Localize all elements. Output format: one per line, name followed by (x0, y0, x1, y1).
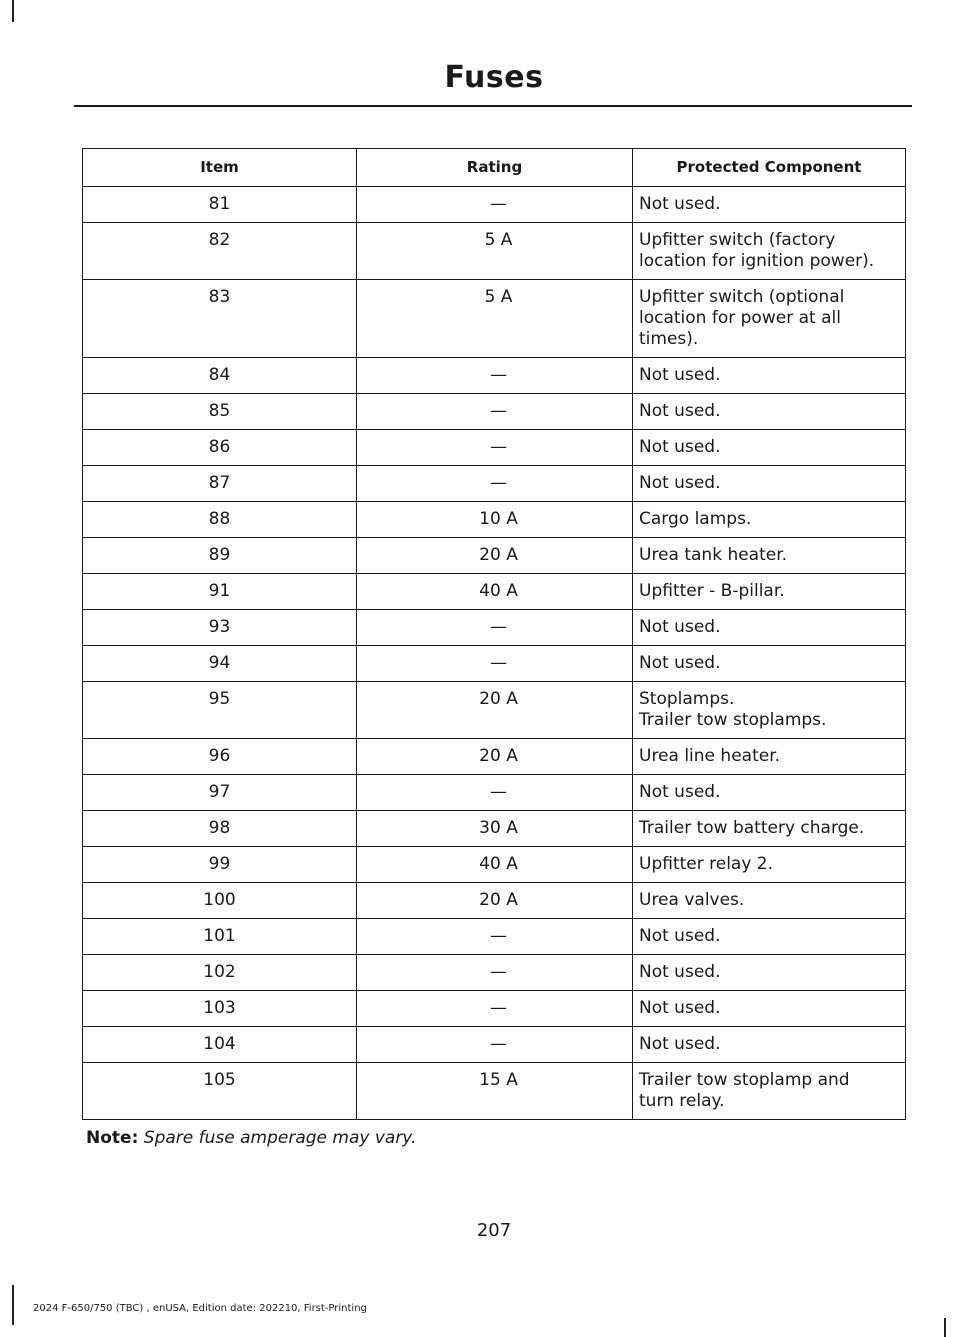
fuse-item-number: 82 (83, 223, 357, 280)
table-row (83, 358, 906, 394)
protected-component-line: Trailer tow stoplamps. (639, 710, 827, 730)
fuse-rating: 20 A (357, 883, 633, 919)
table-body (83, 187, 906, 1120)
note-text: Spare fuse amperage may vary. (143, 1128, 417, 1148)
fuse-rating: — (357, 775, 633, 811)
protected-component (633, 883, 906, 919)
table-row (83, 646, 906, 682)
fuse-item-number: 103 (83, 991, 357, 1027)
fuse-item-number: 102 (83, 955, 357, 991)
crop-mark-bottom-right (944, 1318, 946, 1337)
fuse-table (82, 148, 906, 1120)
protected-component (633, 610, 906, 646)
fuse-rating: 40 A (357, 847, 633, 883)
protected-component-line: location for ignition power). (639, 251, 875, 271)
protected-component-line: Trailer tow stoplamp and (639, 1070, 850, 1090)
table-row (83, 1063, 906, 1120)
protected-component-line: Upfitter relay 2. (639, 854, 774, 874)
table-row (83, 991, 906, 1027)
protected-component (633, 1063, 906, 1120)
fuse-rating: 10 A (357, 502, 633, 538)
crop-mark-bottom-left (12, 1285, 14, 1325)
fuse-rating: 15 A (357, 1063, 633, 1120)
protected-component-line: Upfitter switch (optional (639, 287, 845, 307)
fuse-item-number: 86 (83, 430, 357, 466)
fuse-rating: — (357, 358, 633, 394)
table-row (83, 466, 906, 502)
fuse-rating: — (357, 430, 633, 466)
fuse-item-number: 93 (83, 610, 357, 646)
table-row (83, 502, 906, 538)
protected-component-line: Not used. (639, 998, 721, 1018)
protected-component-line: Not used. (639, 782, 721, 802)
fuse-rating: 20 A (357, 682, 633, 739)
fuse-rating: 20 A (357, 739, 633, 775)
fuse-rating: — (357, 919, 633, 955)
protected-component (633, 955, 906, 991)
protected-component-line: Not used. (639, 653, 721, 673)
fuse-rating: — (357, 991, 633, 1027)
fuse-item-number: 91 (83, 574, 357, 610)
protected-component (633, 919, 906, 955)
protected-component-line: Trailer tow battery charge. (639, 818, 865, 838)
column-header-protected-component: Protected Component (633, 149, 906, 187)
protected-component (633, 502, 906, 538)
fuse-item-number: 94 (83, 646, 357, 682)
table-row (83, 394, 906, 430)
protected-component-line: Not used. (639, 617, 721, 637)
fuse-item-number: 81 (83, 187, 357, 223)
table-row (83, 538, 906, 574)
protected-component (633, 574, 906, 610)
protected-component-line: turn relay. (639, 1091, 725, 1111)
protected-component (633, 223, 906, 280)
protected-component-line: Urea valves. (639, 890, 745, 910)
table-row (83, 811, 906, 847)
protected-component (633, 646, 906, 682)
protected-component-line: Not used. (639, 365, 721, 385)
protected-component-line: Urea tank heater. (639, 545, 788, 565)
fuse-item-number: 87 (83, 466, 357, 502)
table-row (83, 1027, 906, 1063)
fuse-item-number: 88 (83, 502, 357, 538)
protected-component (633, 394, 906, 430)
crop-mark-top-left (12, 0, 14, 22)
fuse-rating: 40 A (357, 574, 633, 610)
page-title: Fuses (444, 60, 544, 95)
protected-component-line: Not used. (639, 437, 721, 457)
fuse-rating: — (357, 187, 633, 223)
protected-component-line: Not used. (639, 194, 721, 214)
fuse-rating: 30 A (357, 811, 633, 847)
column-header-item: Item (83, 149, 357, 187)
fuse-item-number: 100 (83, 883, 357, 919)
table-row (83, 883, 906, 919)
fuse-item-number: 105 (83, 1063, 357, 1120)
fuse-rating: 5 A (357, 280, 633, 358)
fuse-rating: 20 A (357, 538, 633, 574)
protected-component (633, 739, 906, 775)
fuse-item-number: 98 (83, 811, 357, 847)
protected-component-line: Not used. (639, 962, 721, 982)
table-row (83, 847, 906, 883)
column-header-rating: Rating (357, 149, 633, 187)
fuse-rating: — (357, 610, 633, 646)
footer-edition: 2024 F-650/750 (TBC) , enUSA, Edition date: 202210, First-Printing (33, 1303, 367, 1314)
table-row (83, 223, 906, 280)
table-row (83, 430, 906, 466)
protected-component (633, 847, 906, 883)
fuse-item-number: 97 (83, 775, 357, 811)
note (86, 1128, 416, 1148)
fuse-item-number: 104 (83, 1027, 357, 1063)
fuse-rating: — (357, 1027, 633, 1063)
fuse-item-number: 101 (83, 919, 357, 955)
protected-component-line: location for power at all (639, 308, 841, 328)
title-divider (74, 105, 912, 107)
protected-component (633, 682, 906, 739)
fuse-rating: 5 A (357, 223, 633, 280)
note-label: Note: (86, 1128, 139, 1148)
protected-component-line: Not used. (639, 1034, 721, 1054)
table-row (83, 775, 906, 811)
protected-component (633, 466, 906, 502)
protected-component (633, 811, 906, 847)
protected-component (633, 1027, 906, 1063)
protected-component-line: Cargo lamps. (639, 509, 752, 529)
fuse-item-number: 95 (83, 682, 357, 739)
table-row (83, 739, 906, 775)
protected-component (633, 358, 906, 394)
fuse-item-number: 85 (83, 394, 357, 430)
fuse-rating: — (357, 955, 633, 991)
fuse-rating: — (357, 466, 633, 502)
protected-component (633, 430, 906, 466)
protected-component (633, 187, 906, 223)
table-row (83, 610, 906, 646)
fuse-rating: — (357, 394, 633, 430)
protected-component-line: Stoplamps. (639, 689, 735, 709)
protected-component (633, 775, 906, 811)
table-row (83, 574, 906, 610)
table-header-row (83, 149, 906, 187)
protected-component-line: Urea line heater. (639, 746, 781, 766)
fuse-rating: — (357, 646, 633, 682)
protected-component-line: Upfitter switch (factory (639, 230, 836, 250)
table-row (83, 682, 906, 739)
protected-component-line: Not used. (639, 926, 721, 946)
protected-component (633, 538, 906, 574)
protected-component (633, 991, 906, 1027)
protected-component-line: Not used. (639, 401, 721, 421)
fuse-item-number: 99 (83, 847, 357, 883)
protected-component-line: Upfitter - B-pillar. (639, 581, 785, 601)
protected-component-line: Not used. (639, 473, 721, 493)
fuse-item-number: 96 (83, 739, 357, 775)
fuse-item-number: 89 (83, 538, 357, 574)
fuse-item-number: 84 (83, 358, 357, 394)
page-number: 207 (476, 1220, 512, 1241)
protected-component (633, 280, 906, 358)
protected-component-line: times). (639, 329, 699, 349)
table-row (83, 919, 906, 955)
fuse-item-number: 83 (83, 280, 357, 358)
table-row (83, 280, 906, 358)
table-row (83, 187, 906, 223)
table-row (83, 955, 906, 991)
